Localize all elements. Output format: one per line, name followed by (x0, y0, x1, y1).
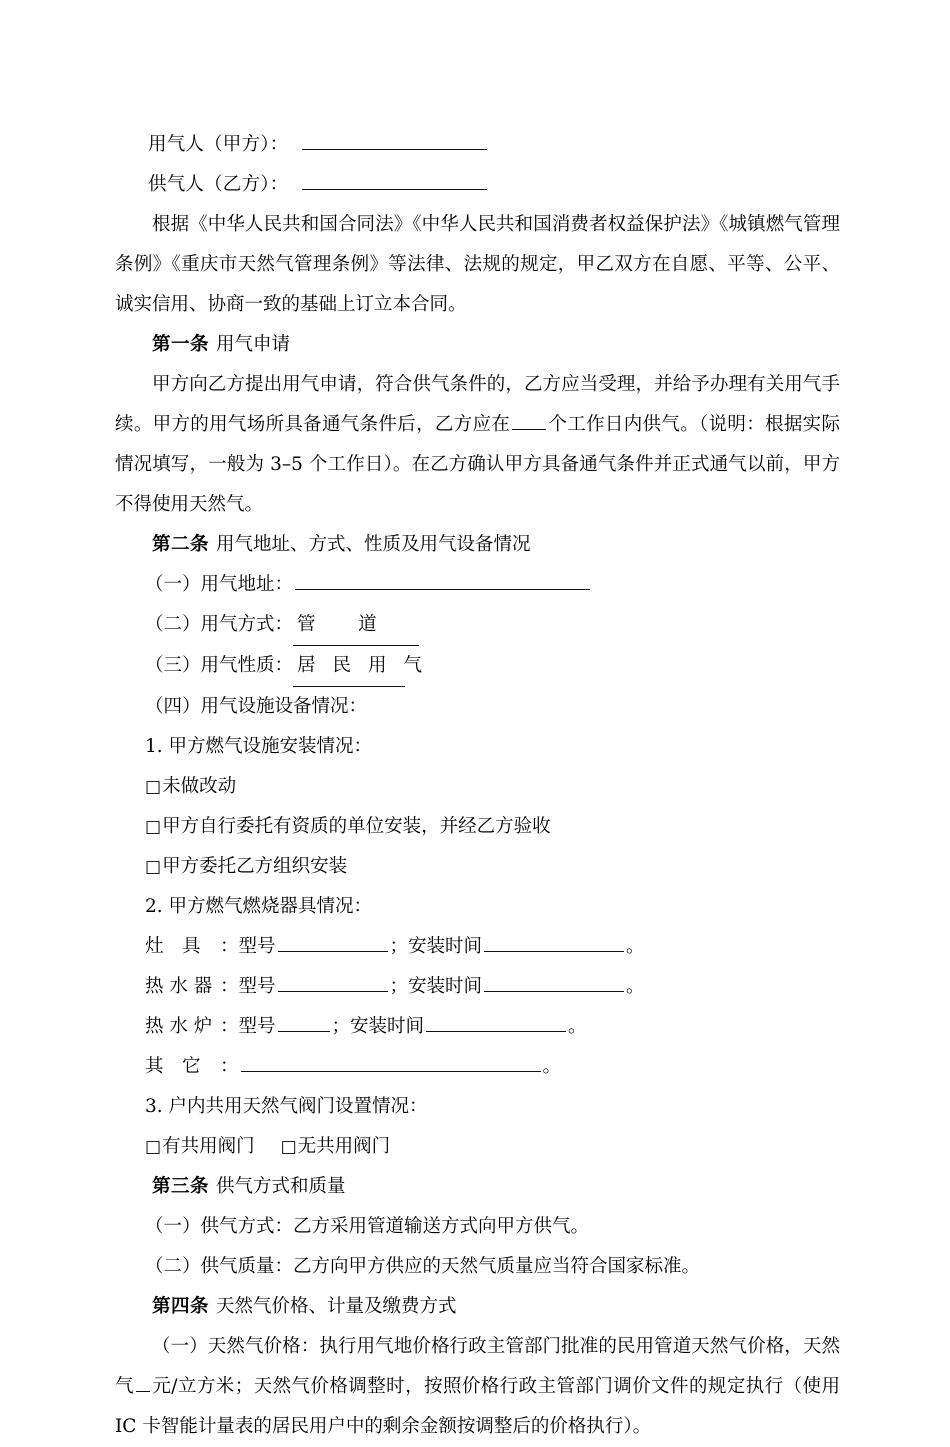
party-label-buyer: 用气人（甲方）： (148, 134, 289, 155)
article-2-sub3-number: 3. (145, 1096, 163, 1117)
appliance-name: 热 水 器 (145, 976, 213, 997)
article-3-number: 第三条 (152, 1176, 210, 1197)
appliance-separator: ； (389, 936, 409, 957)
checkbox-option-seller-organized-install[interactable] (115, 847, 840, 887)
appliance-name: 灶 具 (145, 936, 201, 957)
appliance-install-time-blank[interactable] (484, 972, 624, 992)
document-body (115, 125, 840, 1447)
article-1-heading (115, 325, 840, 365)
checkbox-icon[interactable]: □ (145, 857, 162, 877)
article-4-title: 天然气价格、计量及缴费方式 (216, 1296, 457, 1317)
valve-checkbox-row (115, 1127, 840, 1167)
appliance-name: 热 水 炉 (145, 1016, 213, 1037)
article-2-item-equipment: （四）用气设施设备情况： (145, 696, 368, 717)
article-4-heading (115, 1287, 840, 1327)
article-2-item-method (115, 605, 840, 646)
checkbox-label: 甲方自行委托有资质的单位安装，并经乙方验收 (162, 816, 551, 837)
appliance-install-time-blank[interactable] (426, 1012, 566, 1032)
article-2-nature-value[interactable] (293, 646, 428, 687)
party-blank-buyer[interactable] (302, 130, 487, 150)
appliance-install-time-label: 安装时间 (408, 936, 483, 957)
checkbox-label: 甲方委托乙方组织安装 (162, 856, 348, 877)
article-1-title: 用气申请 (216, 334, 291, 355)
article-4-number: 第四条 (152, 1296, 210, 1317)
article-2-method-value[interactable] (293, 605, 419, 646)
checkbox-option-self-qualified-install[interactable] (115, 807, 840, 847)
appliance-model-blank[interactable] (278, 972, 388, 992)
appliance-name: 其 它 (145, 1056, 201, 1077)
appliance-row-water-heater (115, 967, 840, 1007)
party-line-seller (115, 165, 840, 205)
article-2-method-value-text: 管 道 (297, 614, 389, 635)
article-1-number: 第一条 (152, 334, 210, 355)
article-4-body (115, 1327, 840, 1447)
article-1-body-part2: 个工作日内供气。（说明：根据实际情况填写，一般为 3–5 个工作日）。在乙方确认甲方具备通气条件并正式通气以前，甲方不得使用天然气。 (115, 414, 840, 515)
checkbox-label: 未做改动 (162, 776, 237, 797)
checkbox-icon[interactable]: □ (145, 817, 162, 837)
appliance-model-blank[interactable] (278, 932, 388, 952)
article-2-sub2-title (115, 887, 840, 927)
appliance-end-mark: 。 (568, 1016, 587, 1037)
appliance-install-time-label: 安装时间 (408, 976, 483, 997)
article-2-sub2-text: 甲方燃气燃烧器具情况： (168, 896, 373, 917)
article-2-sub1-text: 甲方燃气设施安装情况： (168, 736, 373, 757)
article-2-item-nature-label: （三）用气性质： (145, 655, 294, 676)
article-3-heading (115, 1167, 840, 1207)
article-4-price-blank[interactable] (136, 1372, 150, 1392)
article-1-days-blank[interactable] (512, 410, 546, 430)
article-2-address-blank[interactable] (295, 570, 590, 590)
party-blank-seller[interactable] (302, 170, 487, 190)
appliance-install-time-blank[interactable] (484, 932, 624, 952)
article-3-item-supply-quality: （二）供气质量：乙方向甲方供应的天然气质量应当符合国家标准。 (145, 1256, 701, 1277)
article-2-item-address (115, 565, 840, 605)
article-4-body-part1: （一）天然气价格：执行用气地价格行政主管部门批准的民用管道天然气价格，天然气 (115, 1336, 840, 1397)
appliance-end-mark: 。 (626, 976, 645, 997)
article-2-sub3-title (115, 1087, 840, 1127)
party-label-seller: 供气人（乙方）： (148, 174, 289, 195)
preamble-paragraph: 根据《中华人民共和国合同法》《中华人民共和国消费者权益保护法》《城镇燃气管理条例》《重庆市天然气管理条例》等法律、法规的规定，甲乙双方在自愿、平等、公平、诚实信用、协商一致的基础上订立本合同。 (115, 214, 840, 315)
article-4-body-part2: 元/立方米；天然气价格调整时，按照价格行政主管部门调价文件的规定执行（使用 IC 卡智能计量表的居民用户中的剩余金额按调整后的价格执行）。 (115, 1376, 840, 1437)
article-2-number: 第二条 (152, 534, 210, 555)
article-2-sub2-number: 2. (145, 896, 163, 917)
checkbox-label-has-shared-valve: 有共用阀门 (162, 1136, 255, 1157)
appliance-separator: ； (389, 976, 409, 997)
appliance-row-water-boiler (115, 1007, 840, 1047)
party-line-buyer (115, 125, 840, 165)
checkbox-icon[interactable]: □ (280, 1137, 297, 1157)
article-2-heading (115, 525, 840, 565)
appliance-end-mark: 。 (542, 1056, 562, 1077)
article-2-item-address-label: （一）用气地址： (145, 574, 294, 595)
appliance-end-mark: 。 (626, 936, 645, 957)
article-3-item-supply-method: （一）供气方式：乙方采用管道输送方式向甲方供气。 (145, 1216, 590, 1237)
article-3-title: 供气方式和质量 (216, 1176, 346, 1197)
article-1-body-part1: 甲方向乙方提出用气申请，符合供气条件的，乙方应当受理，并给予办理有关用气手续。甲方的用气场所具备通气条件后，乙方应在 (115, 374, 840, 435)
appliance-model-label: ：型号 (220, 936, 276, 957)
article-2-title: 用气地址、方式、性质及用气设备情况 (216, 534, 531, 555)
article-2-nature-value-text: 居 民 用 气 (297, 655, 428, 676)
appliance-row-stove (115, 927, 840, 967)
appliance-model-blank[interactable] (278, 1012, 330, 1032)
checkbox-label-no-shared-valve: 无共用阀门 (297, 1136, 391, 1157)
appliance-install-time-label: 安装时间 (350, 1016, 425, 1037)
appliance-model-label: ：型号 (220, 976, 276, 997)
article-2-sub1-number: 1. (145, 736, 163, 757)
appliance-other-blank[interactable] (241, 1052, 541, 1072)
checkbox-icon[interactable]: □ (145, 1137, 162, 1157)
checkbox-option-no-modification[interactable] (115, 767, 840, 807)
appliance-separator: ； (331, 1016, 351, 1037)
appliance-model-label: ： (220, 1056, 239, 1077)
article-2-sub1-title (115, 727, 840, 767)
article-2-item-nature (115, 646, 840, 687)
article-1-body (115, 365, 840, 525)
article-2-sub3-text: 户内共用天然气阀门设置情况： (168, 1096, 428, 1117)
article-2-item-method-label: （二）用气方式： (145, 614, 294, 635)
appliance-model-label: ：型号 (220, 1016, 276, 1037)
checkbox-icon[interactable]: □ (145, 777, 162, 797)
appliance-row-other (115, 1047, 840, 1087)
